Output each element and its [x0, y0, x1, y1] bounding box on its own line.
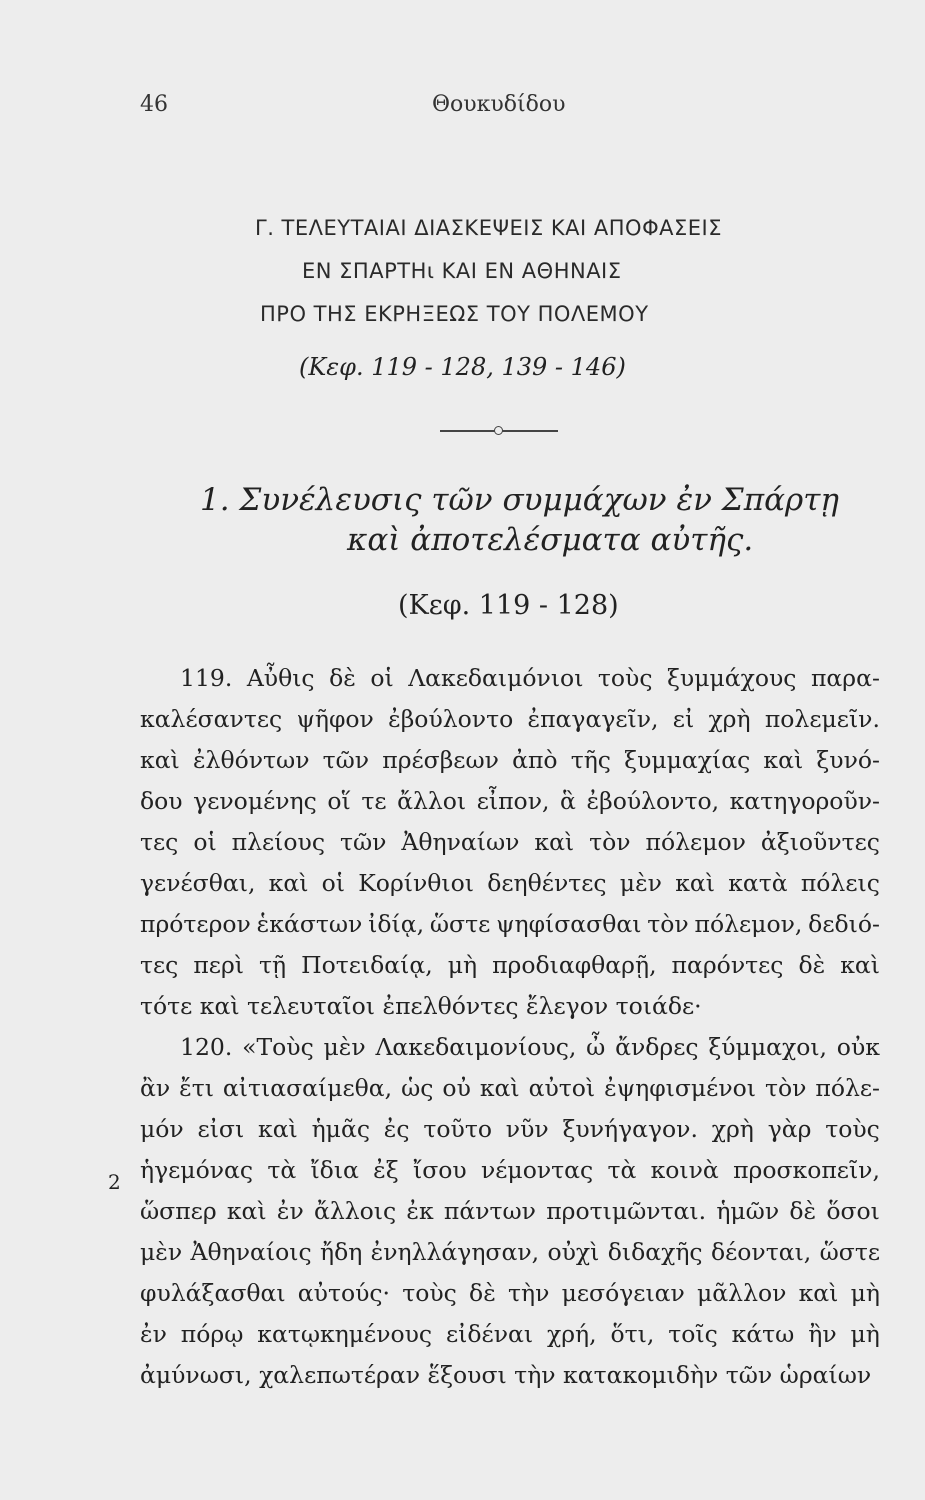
section-chapter-range: (Κεφ. 119 - 128): [398, 590, 619, 621]
heading-line-2: ΕΝ ΣΠΑΡΤΗι ΚΑΙ ΕΝ ΑΘΗΝΑΙΣ: [302, 259, 622, 283]
page-number: 46: [140, 92, 168, 117]
body-line: τες περὶ τῇ Ποτειδαίᾳ, μὴ προδιαφθαρῇ, παρόντες δὲ καὶ: [140, 951, 880, 979]
body-line: μόν εἰσι καὶ ἡμᾶς ἐς τοῦτο νῦν ξυνήγαγον. χρὴ γὰρ τοὺς: [140, 1115, 880, 1143]
heading-chapter-range: (Κεφ. 119 - 128, 139 - 146): [299, 353, 626, 381]
body-line: καὶ ἐλθόντων τῶν πρέσβεων ἀπὸ τῆς ξυμμαχίας καὶ ξυνό-: [140, 746, 880, 774]
body-line: 120. «Τοὺς μὲν Λακεδαιμονίους, ὦ ἄνδρες ξύμμαχοι, οὐκ: [180, 1033, 880, 1061]
body-line: τες οἱ πλείους τῶν Ἀθηναίων καὶ τὸν πόλεμον ἀξιοῦντες: [140, 828, 880, 856]
body-line: δου γενομένης οἵ τε ἄλλοι εἶπον, ἃ ἐβούλοντο, κατηγοροῦν-: [140, 787, 880, 815]
body-text: [140, 658, 880, 1396]
heading-line-1: Γ. ΤΕΛΕΥΤΑΙΑΙ ΔΙΑΣΚΕΨΕΙΣ ΚΑΙ ΑΠΟΦΑΣΕΙΣ: [255, 216, 722, 240]
body-line: ἐν πόρῳ κατῳκημένους εἰδέναι χρή, ὅτι, τοῖς κάτω ἢν μὴ: [140, 1320, 880, 1348]
section-title-line-2: καὶ ἀποτελέσματα αὐτῆς.: [347, 522, 754, 558]
ornament-dot: [494, 426, 503, 435]
body-line: ἀμύνωσι, χαλεπωτέραν ἕξουσι τὴν κατακομιδὴν τῶν ὡραίων: [140, 1361, 872, 1389]
section-title-line-1: 1. Συνέλευσις τῶν συμμάχων ἐν Σπάρτῃ: [200, 482, 839, 518]
body-line: ἂν ἔτι αἰτιασαίμεθα, ὡς οὐ καὶ αὐτοὶ ἐψηφισμένοι τὸν πόλε-: [140, 1074, 880, 1102]
body-line: πρότερον ἑκάστων ἰδίᾳ, ὥστε ψηφίσασθαι τὸν πόλεμον, δεδιό-: [140, 910, 880, 938]
margin-section-number: 2: [108, 1170, 121, 1194]
body-line: γενέσθαι, καὶ οἱ Κορίνθιοι δεηθέντες μὲν καὶ κατὰ πόλεις: [140, 869, 880, 897]
body-line: τότε καὶ τελευταῖοι ἐπελθόντες ἔλεγον τοιάδε·: [140, 992, 702, 1020]
body-line: καλέσαντες ψῆφον ἐβούλοντο ἐπαγαγεῖν, εἰ χρὴ πολεμεῖν.: [140, 705, 880, 733]
body-line: ἡγεμόνας τὰ ἴδια ἐξ ἴσου νέμοντας τὰ κοινὰ προσκοπεῖν,: [140, 1156, 880, 1184]
body-line: ὥσπερ καὶ ἐν ἄλλοις ἐκ πάντων προτιμῶνται. ἡμῶν δὲ ὅσοι: [140, 1197, 880, 1225]
running-title: Θουκυδίδου: [432, 92, 566, 117]
body-line: μὲν Ἀθηναίοις ἤδη ἐνηλλάγησαν, οὐχὶ διδαχῆς δέονται, ὥστε: [140, 1238, 880, 1266]
body-line: φυλάξασθαι αὐτούς· τοὺς δὲ τὴν μεσόγειαν μᾶλλον καὶ μὴ: [140, 1279, 880, 1307]
body-line: 119. Αὖθις δὲ οἱ Λακεδαιμόνιοι τοὺς ξυμμάχους παρα-: [180, 664, 880, 692]
heading-line-3: ΠΡΟ ΤΗΣ ΕΚΡΗΞΕΩΣ ΤΟΥ ΠΟΛΕΜΟΥ: [260, 302, 649, 326]
